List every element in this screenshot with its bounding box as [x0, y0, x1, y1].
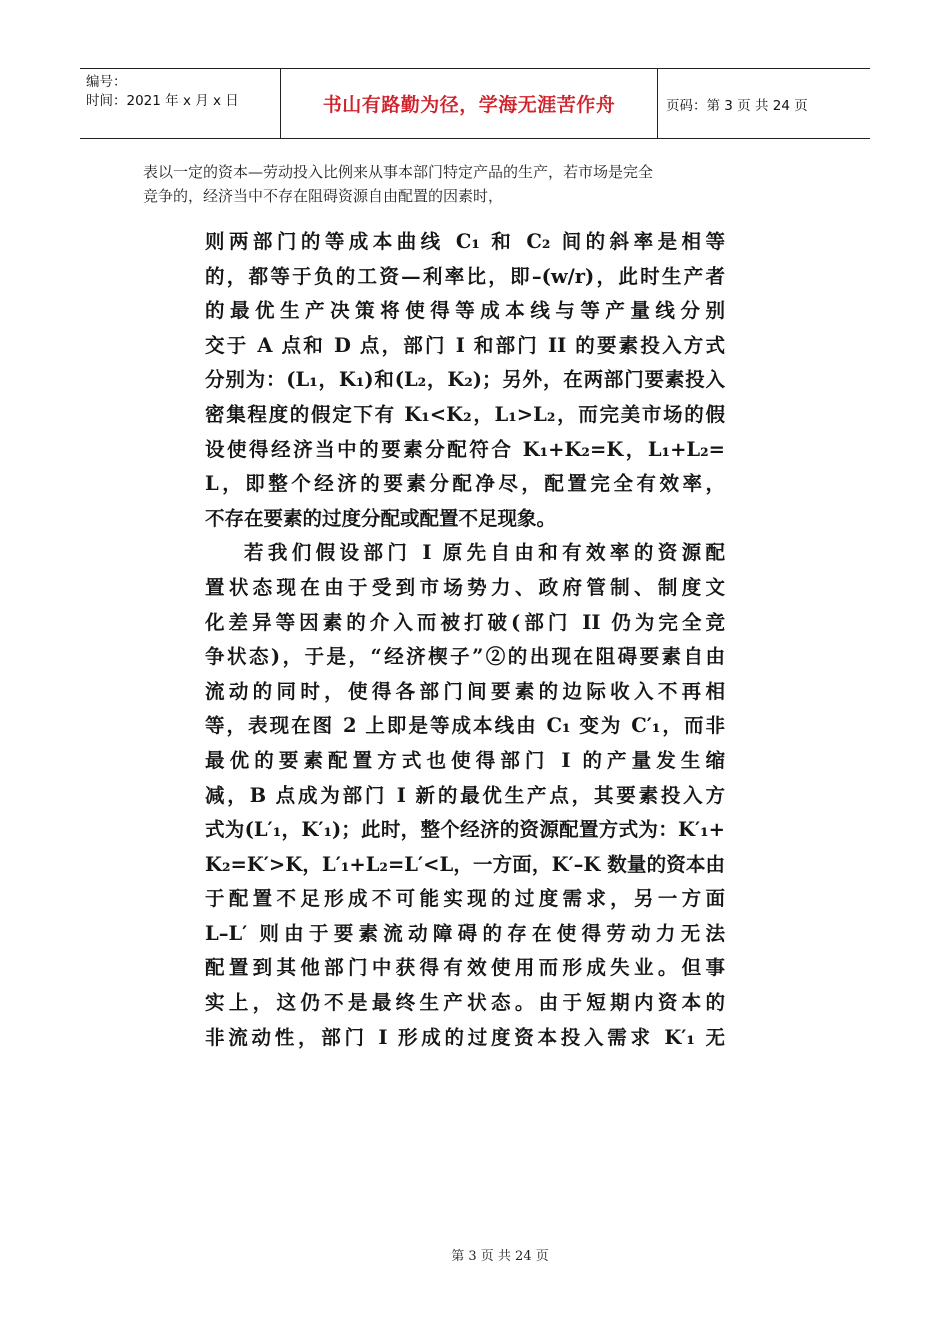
body-line: 争状态)，于是，“经济楔子”②的出现在阻碍要素自由	[205, 645, 725, 669]
header-table	[80, 68, 870, 139]
page-footer: 第 3 页 共 24 页	[451, 1249, 549, 1264]
intro-line: 表以一定的资本—劳动投入比例来从事本部门特定产品的生产，若市场是完全	[143, 163, 654, 181]
body-line: 最优的要素配置方式也使得部门 I 的产量发生缩	[205, 748, 725, 772]
body-line: 若我们假设部门 I 原先自由和有效率的资源配	[244, 541, 725, 565]
document-date: 时间：2021 年 x 月 x 日	[86, 93, 239, 109]
body-line: 流动的同时，使得各部门间要素的边际收入不再相	[205, 679, 725, 703]
intro-paragraph	[143, 160, 823, 208]
intro-line: 竞争的，经济当中不存在阻碍资源自由配置的因素时，	[143, 187, 504, 205]
header-motto: 书山有路勤为径，学海无涯苦作舟	[281, 69, 658, 138]
body-line: 化差异等因素的介入而被打破(部门 II 仍为完全竞	[205, 610, 725, 634]
body-line: 式为(L′₁，K′₁)；此时，整个经济的资源配置方式为：K′₁+	[205, 818, 725, 842]
body-line: L，即整个经济的要素分配净尽，配置完全有效率，	[205, 472, 725, 496]
body-line: 实上，这仍不是最终生产状态。由于短期内资本的	[205, 991, 725, 1015]
body-line: 等，表现在图 2 上即是等成本线由 C₁ 变为 C′₁，而非	[205, 714, 725, 738]
body-line: 于配置不足形成不可能实现的过度需求，另一方面	[205, 887, 725, 911]
document-number-label: 编号：	[86, 74, 127, 90]
body-line: 设使得经济当中的要素分配符合 K₁+K₂=K，L₁+L₂=	[205, 437, 725, 461]
body-line: 的最优生产决策将使得等成本线与等产量线分别	[205, 299, 725, 323]
header-meta	[80, 69, 281, 138]
body-line: 减，B 点成为部门 I 新的最优生产点，其要素投入方	[205, 783, 725, 807]
body-line: 置状态现在由于受到市场势力、政府管制、制度文	[205, 575, 725, 599]
header-page-info: 页码：第 3 页 共 24 页	[666, 97, 808, 114]
body-line: 非流动性，部门 I 形成的过度资本投入需求 K′₁ 无	[205, 1025, 725, 1049]
body-line: 配置到其他部门中获得有效使用而形成失业。但事	[205, 956, 725, 980]
body-line: 的，都等于负的工资—利率比，即–(w/r)，此时生产者	[205, 264, 725, 288]
scanned-body-text	[205, 225, 725, 1055]
body-line: 交于 A 点和 D 点，部门 I 和部门 II 的要素投入方式	[205, 333, 725, 357]
body-line: 分别为：(L₁，K₁)和(L₂，K₂)；另外，在两部门要素投入	[205, 368, 725, 392]
body-line: 则两部门的等成本曲线 C₁ 和 C₂ 间的斜率是相等	[205, 230, 725, 253]
body-line: L–L′ 则由于要素流动障碍的存在使得劳动力无法	[205, 921, 725, 945]
body-line: 不存在要素的过度分配或配置不足现象。	[205, 506, 557, 530]
body-line: 密集程度的假定下有 K₁<K₂，L₁>L₂，而完美市场的假	[205, 402, 725, 426]
body-line: K₂=K′>K，L′₁+L₂=L′<L，一方面，K′–K 数量的资本由	[205, 852, 725, 876]
